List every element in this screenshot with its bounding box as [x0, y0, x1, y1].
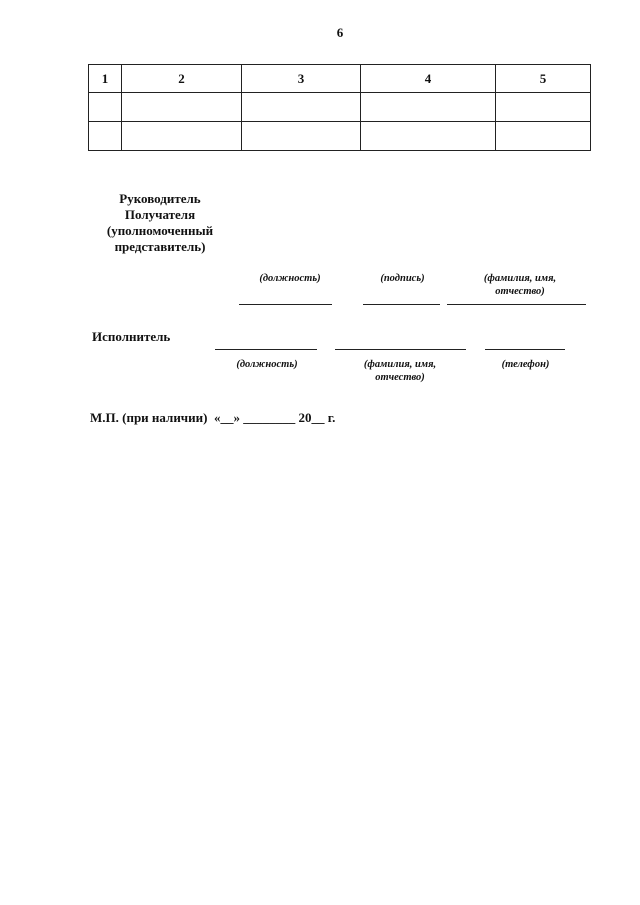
recipient-title-line: Получателя: [124, 207, 196, 222]
executor-position-line[interactable]: [215, 349, 317, 350]
table-cell[interactable]: [361, 93, 496, 122]
column-header: 3: [242, 65, 361, 93]
recipient-fullname-caption: [460, 272, 580, 298]
table-cell[interactable]: [122, 93, 242, 122]
seal-date-line: М.П. (при наличии) «__» ________ 20__ г.: [90, 410, 336, 425]
table-cell[interactable]: [89, 93, 122, 122]
table-cell[interactable]: [496, 93, 591, 122]
recipient-title-line: представитель): [114, 239, 206, 254]
recipient-position-line[interactable]: [239, 304, 332, 305]
recipient-head-title: [100, 191, 220, 255]
table-header-row: [89, 65, 591, 93]
table-cell[interactable]: [122, 122, 242, 151]
caption-line: отчество): [375, 372, 425, 383]
table-cell[interactable]: [496, 122, 591, 151]
page-number: 6: [336, 25, 344, 40]
column-header: 2: [122, 65, 242, 93]
table-cell[interactable]: [361, 122, 496, 151]
table-row: [89, 122, 591, 151]
column-header: 4: [361, 65, 496, 93]
caption-line: (фамилия, имя,: [483, 273, 557, 284]
executor-fullname-line[interactable]: [335, 349, 466, 350]
executor-phone-caption: (телефон): [501, 359, 550, 370]
column-header: 5: [496, 65, 591, 93]
table-row: [89, 93, 591, 122]
table-cell[interactable]: [89, 122, 122, 151]
caption-line: (фамилия, имя,: [363, 359, 437, 370]
table-cell[interactable]: [242, 122, 361, 151]
recipient-title-line: (уполномоченный: [106, 223, 214, 238]
recipient-signature-caption: (подпись): [380, 273, 425, 284]
executor-fullname-caption: [340, 358, 460, 384]
recipient-title-line: Руководитель: [119, 191, 201, 206]
executor-label: Исполнитель: [92, 329, 171, 344]
table-cell[interactable]: [242, 93, 361, 122]
recipient-position-caption: (должность): [259, 273, 321, 284]
recipient-signature-line[interactable]: [363, 304, 440, 305]
data-table: [88, 64, 591, 151]
column-header: 1: [89, 65, 122, 93]
executor-phone-line[interactable]: [485, 349, 565, 350]
executor-position-caption: (должность): [236, 359, 298, 370]
caption-line: отчество): [495, 286, 545, 297]
recipient-fullname-line[interactable]: [447, 304, 586, 305]
